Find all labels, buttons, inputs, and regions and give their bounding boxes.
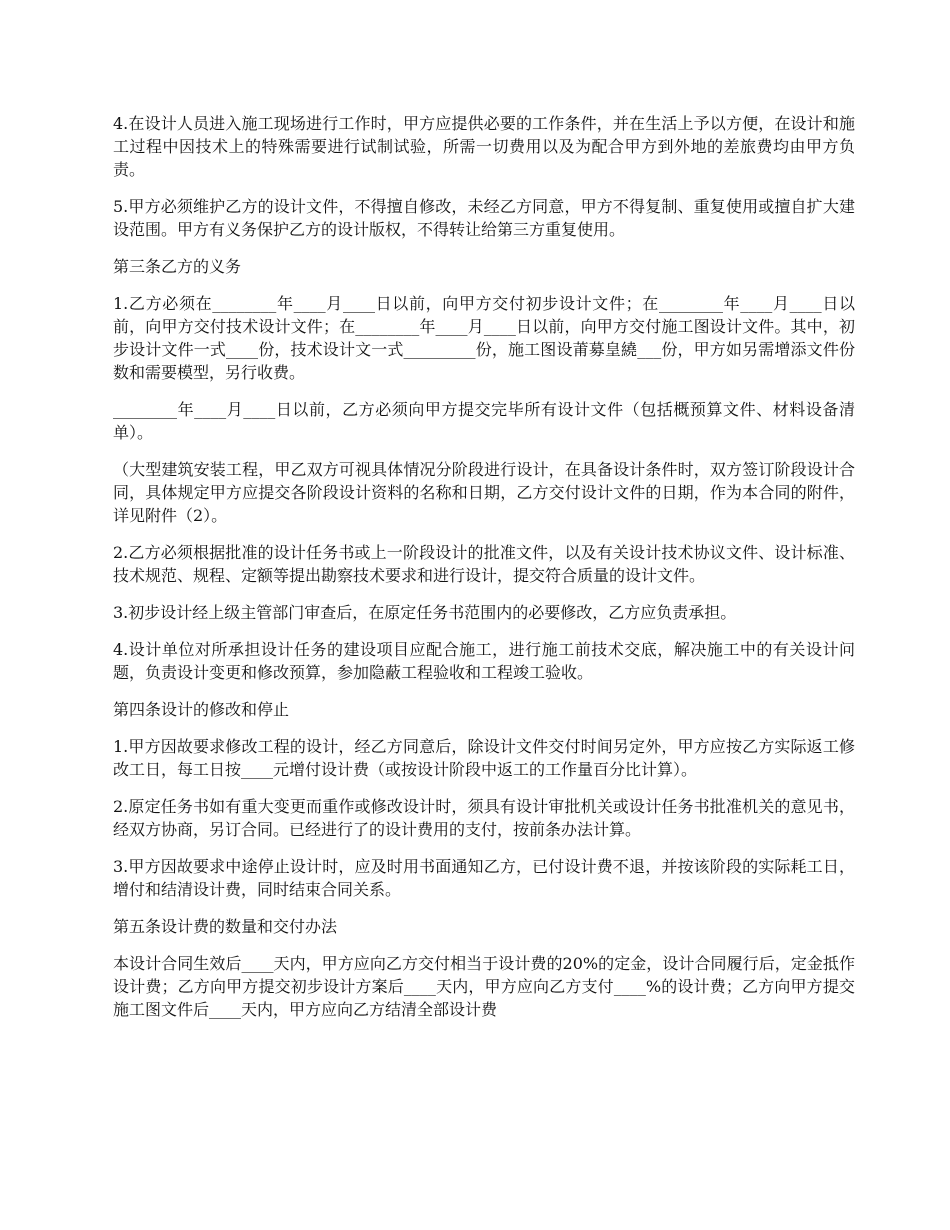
paragraph-obligation-5: 5.甲方必须维护乙方的设计文件，不得擅自修改，未经乙方同意，甲方不得复制、重复使用或擅自扩大建设范围。甲方有义务保护乙方的设计版权，不得转让给第三方重复使用。 <box>113 197 855 239</box>
heading-article-4: 第四条设计的修改和停止 <box>113 700 290 719</box>
paragraph-article-4-item-1: 1.甲方因故要求修改工程的设计，经乙方同意后，除设计文件交付时间另定外，甲方应按乙方实际返工修改工日，每工日按____元增付设计费（或按设计阶段中返工的工作量百分比计算）。 <box>113 737 855 779</box>
paragraph-article-3-item-3: 3.初步设计经上级主管部门审查后，在原定任务书范围内的必要修改，乙方应负责承担。 <box>113 603 737 622</box>
paragraph-article-5-body: 本设计合同生效后____天内，甲方应向乙方交付相当于设计费的20%的定金，设计合同履行后，定金抵作设计费；乙方向甲方提交初步设计方案后____天内，甲方应向乙方支付____%的设计费；乙方向甲方提交施工图文件后____天内，甲方应向乙方结清全部设计费 <box>113 954 855 1019</box>
paragraph-obligation-4: 4.在设计人员进入施工现场进行工作时，甲方应提供必要的工作条件，并在生活上予以方便，在设计和施工过程中因技术上的特殊需要进行试制试验，所需一切费用以及为配合甲方到外地的差旅费均由甲方负责。 <box>113 114 855 179</box>
paragraph-article-4-item-2: 2.原定任务书如有重大变更而重作或修改设计时，须具有设计审批机关或设计任务书批准机关的意见书，经双方协商，另订合同。已经进行了的设计费用的支付，按前条办法计算。 <box>113 797 855 839</box>
paragraph-final-delivery: ________年____月____日以前，乙方必须向甲方提交完毕所有设计文件（包括概预算文件、材料设备清单）。 <box>113 400 855 442</box>
heading-article-5: 第五条设计费的数量和交付办法 <box>113 917 338 936</box>
paragraph-article-4-item-3: 3.甲方因故要求中途停止设计时，应及时用书面通知乙方，已付设计费不退，并按该阶段的实际耗工日，增付和结清设计费，同时结束合同关系。 <box>113 857 855 899</box>
heading-article-3: 第三条乙方的义务 <box>113 257 242 276</box>
paragraph-article-3-item-1: 1.乙方必须在________年____月____日以前，向甲方交付初步设计文件；在________年____月____日以前，向甲方交付技术设计文件；在________年____月____日以前，向甲方交付施工图设计文件。其中，初步设计文件一式____份，技术设计文一式_________份，施工图设莆募皇繞___份，甲方如另需增添文件份数和需要模型，另行收费。 <box>113 294 855 382</box>
paragraph-staged-design-note: （大型建筑安装工程，甲乙双方可视具体情况分阶段进行设计，在具备设计条件时，双方签订阶段设计合同，具体规定甲方应提交各阶段设计资料的名称和日期，乙方交付设计文件的日期，作为本合同的附件，详见附件（2）。 <box>113 460 855 525</box>
paragraph-article-3-item-4: 4.设计单位对所承担设计任务的建设项目应配合施工，进行施工前技术交底，解决施工中的有关设计问题，负责设计变更和修改预算，参加隐蔽工程验收和工程竣工验收。 <box>113 640 855 682</box>
paragraph-article-3-item-2: 2.乙方必须根据批准的设计任务书或上一阶段设计的批准文件，以及有关设计技术协议文件、设计标准、技术规范、规程、定额等提出勘察技术要求和进行设计，提交符合质量的设计文件。 <box>113 543 855 585</box>
document-page <box>113 112 855 1035</box>
